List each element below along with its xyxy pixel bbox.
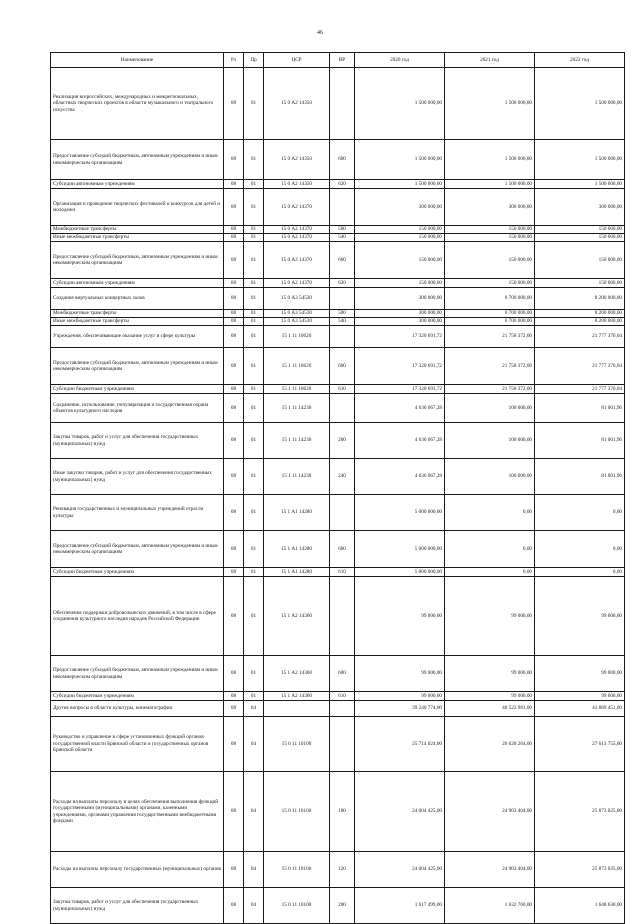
cell-name: Закупка товаров, работ и услуг для обеспечения государственных (муниципальных) нужд — [51, 888, 224, 924]
cell-rz: 08 — [224, 701, 244, 717]
cell-2021: 100 000,00 — [445, 459, 535, 495]
cell-name: Иные межбюджетные трансферты — [51, 234, 224, 242]
cell-name: Закупка товаров, работ и услуг для обеспечения государственных (муниципальных) нужд — [51, 423, 224, 459]
cell-2020: 5 000 000,00 — [355, 568, 445, 577]
cell-rz: 08 — [224, 226, 244, 234]
cell-name: Межбюджетные трансферты — [51, 226, 224, 234]
cell-pr: 01 — [244, 394, 264, 423]
cell-csr: 15 0 11 10100 — [264, 772, 330, 852]
cell-2020: 17 320 691,72 — [355, 348, 445, 385]
cell-vr: 240 — [330, 459, 355, 495]
cell-csr: 15 0 11 10100 — [264, 852, 330, 888]
cell-rz: 08 — [224, 140, 244, 180]
cell-rz: 08 — [224, 692, 244, 701]
table-row — [51, 394, 625, 423]
cell-2021: 24 903 404,00 — [445, 772, 535, 852]
cell-vr: 200 — [330, 423, 355, 459]
cell-2021: 21 758 372,00 — [445, 348, 535, 385]
cell-csr: 15 0 11 10100 — [264, 717, 330, 772]
cell-pr: 04 — [244, 772, 264, 852]
cell-csr: 15 1 11 10620 — [264, 326, 330, 348]
cell-vr — [330, 68, 355, 140]
cell-2021: 150 000,00 — [445, 279, 535, 288]
cell-vr — [330, 189, 355, 226]
header-2022: 2022 год — [535, 53, 625, 68]
table-row — [51, 717, 625, 772]
cell-csr: 15 1 11 14230 — [264, 394, 330, 423]
cell-name: Руководство и управление в сфере установленных функций органов государственной власти Брянской области и государственных органов Брянской области — [51, 717, 224, 772]
cell-csr: 15 1 А2 14360 — [264, 577, 330, 656]
cell-pr: 01 — [244, 189, 264, 226]
cell-csr: 15 0 А2 14350 — [264, 68, 330, 140]
cell-name: Реновация государственных и муниципальных учреждений отрасли культуры — [51, 495, 224, 531]
cell-pr: 01 — [244, 459, 264, 495]
cell-2021: 0,00 — [445, 568, 535, 577]
header-csr: ЦСР — [264, 53, 330, 68]
cell-name: Субсидии автономным учреждениям — [51, 180, 224, 189]
cell-2022: 8 200 000,00 — [535, 288, 625, 310]
cell-name: Субсидии бюджетным учреждениям — [51, 385, 224, 394]
cell-vr: 620 — [330, 180, 355, 189]
cell-name: Организация и проведение творческих фестивалей и конкурсов для детей и молодежи — [51, 189, 224, 226]
cell-pr: 01 — [244, 531, 264, 568]
table-row — [51, 234, 625, 242]
cell-rz: 08 — [224, 234, 244, 242]
cell-pr: 04 — [244, 852, 264, 888]
cell-2022: 1 500 000,00 — [535, 180, 625, 189]
table-row — [51, 279, 625, 288]
cell-csr: 15 1 А2 14360 — [264, 692, 330, 701]
cell-vr — [330, 394, 355, 423]
cell-2021: 21 758 372,00 — [445, 326, 535, 348]
cell-pr: 01 — [244, 68, 264, 140]
cell-csr: 15 1 11 14230 — [264, 423, 330, 459]
cell-name: Предоставление субсидий бюджетным, автономным учреждениям и иным некоммерческим организациям — [51, 531, 224, 568]
cell-vr: 600 — [330, 531, 355, 568]
cell-name: Предоставление субсидий бюджетным, автономным учреждениям и иным некоммерческим организациям — [51, 140, 224, 180]
cell-2021: 100 000,00 — [445, 394, 535, 423]
cell-pr: 01 — [244, 310, 264, 318]
cell-2021: 300 000,00 — [445, 189, 535, 226]
cell-rz: 08 — [224, 423, 244, 459]
cell-name: Создание виртуальных концертных залов — [51, 288, 224, 310]
cell-2020: 4 636 067,28 — [355, 423, 445, 459]
cell-2021: 24 903 404,00 — [445, 852, 535, 888]
cell-2020: 1 500 000,00 — [355, 180, 445, 189]
cell-vr: 540 — [330, 234, 355, 242]
cell-pr: 01 — [244, 326, 264, 348]
table-row — [51, 385, 625, 394]
cell-csr: 15 1 11 10620 — [264, 348, 330, 385]
cell-vr: 600 — [330, 140, 355, 180]
header-2020: 2020 год — [355, 53, 445, 68]
cell-2021: 6 700 000,00 — [445, 310, 535, 318]
cell-2021: 99 000,00 — [445, 692, 535, 701]
cell-2022: 41 889 451,00 — [535, 701, 625, 717]
cell-pr: 01 — [244, 140, 264, 180]
cell-csr: 15 1 А1 14280 — [264, 568, 330, 577]
cell-2022: 81 001,96 — [535, 459, 625, 495]
cell-2021: 0,00 — [445, 495, 535, 531]
cell-2022: 99 000,00 — [535, 577, 625, 656]
table-row — [51, 180, 625, 189]
cell-2020: 300 000,00 — [355, 310, 445, 318]
cell-2020: 39 240 774,00 — [355, 701, 445, 717]
cell-pr: 01 — [244, 568, 264, 577]
cell-vr: 610 — [330, 692, 355, 701]
cell-rz: 08 — [224, 288, 244, 310]
table-row — [51, 692, 625, 701]
cell-2022: 0,00 — [535, 568, 625, 577]
cell-pr: 01 — [244, 385, 264, 394]
cell-pr: 01 — [244, 242, 264, 279]
cell-2020: 1 500 000,00 — [355, 140, 445, 180]
cell-vr — [330, 326, 355, 348]
cell-2020: 150 000,00 — [355, 242, 445, 279]
table-row — [51, 310, 625, 318]
cell-2021: 150 000,00 — [445, 226, 535, 234]
cell-pr: 01 — [244, 288, 264, 310]
table-row — [51, 577, 625, 656]
cell-2022: 1 648 630,00 — [535, 888, 625, 924]
cell-2022: 25 873 025,00 — [535, 852, 625, 888]
cell-rz: 08 — [224, 279, 244, 288]
cell-pr: 01 — [244, 318, 264, 326]
cell-rz: 08 — [224, 531, 244, 568]
cell-2020: 300 000,00 — [355, 189, 445, 226]
cell-vr — [330, 288, 355, 310]
cell-2020: 150 000,00 — [355, 226, 445, 234]
cell-rz: 08 — [224, 180, 244, 189]
table-row — [51, 772, 625, 852]
cell-name: Расходы на выплаты персоналу в целях обеспечения выполнения функций государственными (муниципальными) органами, казенными учреждениями, органами управления государственными внебюджетными фондами — [51, 772, 224, 852]
cell-vr: 600 — [330, 656, 355, 692]
cell-2020: 99 000,00 — [355, 577, 445, 656]
cell-vr — [330, 701, 355, 717]
cell-2021: 0,00 — [445, 531, 535, 568]
cell-name: Предоставление субсидий бюджетным, автономным учреждениям и иным некоммерческим организациям — [51, 242, 224, 279]
cell-2022: 150 000,00 — [535, 234, 625, 242]
cell-2022: 8 200 000,00 — [535, 318, 625, 326]
cell-vr: 540 — [330, 318, 355, 326]
cell-2020: 17 320 691,72 — [355, 326, 445, 348]
cell-2020: 300 000,00 — [355, 318, 445, 326]
cell-2022: 81 001,96 — [535, 394, 625, 423]
header-vr: ВР — [330, 53, 355, 68]
cell-2020: 25 714 024,00 — [355, 717, 445, 772]
cell-2021: 150 000,00 — [445, 242, 535, 279]
cell-2022: 25 873 025,00 — [535, 772, 625, 852]
page-number: 46 — [317, 30, 323, 36]
cell-2022: 21 777 370,04 — [535, 385, 625, 394]
cell-csr: 15 0 А2 14350 — [264, 140, 330, 180]
table-row — [51, 495, 625, 531]
cell-vr — [330, 495, 355, 531]
cell-2022: 27 613 755,00 — [535, 717, 625, 772]
table-row — [51, 348, 625, 385]
table-row — [51, 459, 625, 495]
cell-pr: 01 — [244, 234, 264, 242]
cell-rz: 08 — [224, 656, 244, 692]
cell-vr: 600 — [330, 242, 355, 279]
cell-rz: 08 — [224, 577, 244, 656]
cell-vr: 610 — [330, 385, 355, 394]
cell-pr: 01 — [244, 348, 264, 385]
cell-csr: 15 1 А1 14280 — [264, 495, 330, 531]
cell-2020: 24 004 425,00 — [355, 852, 445, 888]
cell-name: Расходы на выплаты персоналу государственных (муниципальных) органов — [51, 852, 224, 888]
cell-2022: 1 500 000,00 — [535, 140, 625, 180]
table-row — [51, 68, 625, 140]
header-pr: Пр — [244, 53, 264, 68]
cell-pr: 04 — [244, 888, 264, 924]
cell-name: Иные межбюджетные трансферты — [51, 318, 224, 326]
cell-pr: 01 — [244, 656, 264, 692]
cell-rz: 08 — [224, 394, 244, 423]
cell-pr: 01 — [244, 577, 264, 656]
cell-2020: 99 000,00 — [355, 692, 445, 701]
cell-2021: 99 000,00 — [445, 577, 535, 656]
cell-name: Субсидии автономным учреждениям — [51, 279, 224, 288]
cell-rz: 08 — [224, 348, 244, 385]
table-row — [51, 318, 625, 326]
cell-2022: 0,00 — [535, 531, 625, 568]
cell-2022: 99 000,00 — [535, 692, 625, 701]
cell-2021: 6 700 000,00 — [445, 318, 535, 326]
cell-pr: 04 — [244, 701, 264, 717]
table-row — [51, 140, 625, 180]
cell-pr: 01 — [244, 423, 264, 459]
cell-2020: 150 000,00 — [355, 279, 445, 288]
cell-name: Предоставление субсидий бюджетным, автономным учреждениям и иным некоммерческим организациям — [51, 348, 224, 385]
table-row — [51, 531, 625, 568]
cell-csr: 15 1 А2 14360 — [264, 656, 330, 692]
table-row — [51, 423, 625, 459]
cell-pr: 01 — [244, 180, 264, 189]
cell-2022: 150 000,00 — [535, 242, 625, 279]
table-row — [51, 242, 625, 279]
cell-csr: 15 0 А2 14370 — [264, 226, 330, 234]
cell-rz: 08 — [224, 717, 244, 772]
cell-rz: 08 — [224, 568, 244, 577]
cell-rz: 08 — [224, 68, 244, 140]
cell-2022: 1 500 000,00 — [535, 68, 625, 140]
cell-rz: 08 — [224, 310, 244, 318]
cell-rz: 08 — [224, 326, 244, 348]
cell-csr: 15 1 А1 14280 — [264, 531, 330, 568]
cell-2020: 17 320 691,72 — [355, 385, 445, 394]
cell-vr: 610 — [330, 568, 355, 577]
cell-name: Сохранение, использование, популяризация и государственная охрана объектов культурного наследия — [51, 394, 224, 423]
cell-2022: 21 777 370,04 — [535, 348, 625, 385]
table-row — [51, 568, 625, 577]
cell-2020: 1 617 499,00 — [355, 888, 445, 924]
cell-2022: 21 777 370,04 — [535, 326, 625, 348]
cell-2022: 81 001,96 — [535, 423, 625, 459]
cell-name: Учреждения, обеспечивающие оказание услуг в сфере культуры — [51, 326, 224, 348]
cell-rz: 08 — [224, 852, 244, 888]
table-row — [51, 189, 625, 226]
cell-2021: 100 000,00 — [445, 423, 535, 459]
cell-name: Субсидии бюджетным учреждениям — [51, 692, 224, 701]
cell-vr: 200 — [330, 888, 355, 924]
cell-name: Иные закупки товаров, работ и услуг для обеспечения государственных (муниципальных) нужд — [51, 459, 224, 495]
cell-rz: 08 — [224, 495, 244, 531]
cell-rz: 08 — [224, 318, 244, 326]
cell-csr: 15 0 А3 54530 — [264, 288, 330, 310]
header-2021: 2021 год — [445, 53, 535, 68]
cell-name: Субсидии бюджетным учреждениям — [51, 568, 224, 577]
cell-rz: 08 — [224, 189, 244, 226]
cell-csr: 15 0 А2 14370 — [264, 234, 330, 242]
cell-csr: 15 0 А2 14370 — [264, 279, 330, 288]
cell-csr: 15 0 А2 14370 — [264, 242, 330, 279]
cell-name: Предоставление субсидий бюджетным, автономным учреждениям и иным некоммерческим организациям — [51, 656, 224, 692]
cell-vr: 500 — [330, 310, 355, 318]
cell-csr: 15 1 11 10620 — [264, 385, 330, 394]
table-row — [51, 888, 625, 924]
cell-csr: 15 0 А2 14370 — [264, 189, 330, 226]
cell-2020: 5 000 000,00 — [355, 531, 445, 568]
table-row — [51, 656, 625, 692]
header-name: Наименование — [51, 53, 224, 68]
cell-name: Обеспечение поддержки добровольческих движений, в том числе в сфере сохранения культурного наследия народов Российской Федерации — [51, 577, 224, 656]
cell-2021: 150 000,00 — [445, 234, 535, 242]
cell-pr: 01 — [244, 692, 264, 701]
cell-2020: 24 004 425,00 — [355, 772, 445, 852]
table-row — [51, 701, 625, 717]
cell-2020: 300 000,00 — [355, 288, 445, 310]
cell-2022: 300 000,00 — [535, 189, 625, 226]
cell-2021: 40 523 981,00 — [445, 701, 535, 717]
cell-vr — [330, 577, 355, 656]
cell-name: Другие вопросы в области культуры, кинематографии — [51, 701, 224, 717]
budget-table — [50, 52, 625, 924]
cell-vr: 600 — [330, 348, 355, 385]
cell-2021: 6 700 000,00 — [445, 288, 535, 310]
cell-2022: 8 200 000,00 — [535, 310, 625, 318]
cell-pr: 01 — [244, 279, 264, 288]
cell-vr: 120 — [330, 852, 355, 888]
cell-2022: 0,00 — [535, 495, 625, 531]
cell-2020: 4 636 067,28 — [355, 394, 445, 423]
cell-vr: 500 — [330, 226, 355, 234]
cell-pr: 01 — [244, 495, 264, 531]
cell-2022: 150 000,00 — [535, 226, 625, 234]
cell-csr — [264, 701, 330, 717]
cell-csr: 15 0 А2 14350 — [264, 180, 330, 189]
cell-rz: 08 — [224, 242, 244, 279]
cell-rz: 08 — [224, 385, 244, 394]
cell-2021: 21 758 372,00 — [445, 385, 535, 394]
cell-vr: 100 — [330, 772, 355, 852]
cell-name: Межбюджетные трансферты — [51, 310, 224, 318]
header-rz: Рз — [224, 53, 244, 68]
cell-2022: 150 000,00 — [535, 279, 625, 288]
cell-2021: 1 632 760,00 — [445, 888, 535, 924]
cell-rz: 08 — [224, 772, 244, 852]
cell-vr — [330, 717, 355, 772]
cell-csr: 15 0 А3 54530 — [264, 318, 330, 326]
cell-2021: 1 500 000,00 — [445, 140, 535, 180]
table-row — [51, 852, 625, 888]
cell-2020: 5 000 000,00 — [355, 495, 445, 531]
table-row — [51, 288, 625, 310]
cell-2021: 1 500 000,00 — [445, 68, 535, 140]
cell-rz: 08 — [224, 888, 244, 924]
table-row — [51, 326, 625, 348]
cell-2021: 99 000,00 — [445, 656, 535, 692]
cell-2021: 1 500 000,00 — [445, 180, 535, 189]
cell-2020: 4 636 067,28 — [355, 459, 445, 495]
cell-2021: 26 628 264,00 — [445, 717, 535, 772]
cell-name: Реализация всероссийских, международных и межрегиональных, областных творческих проектов в области музыкального и театрального искусства — [51, 68, 224, 140]
cell-csr: 15 1 11 14230 — [264, 459, 330, 495]
table-row — [51, 226, 625, 234]
cell-2022: 99 000,00 — [535, 656, 625, 692]
cell-vr: 620 — [330, 279, 355, 288]
table-header-row — [51, 53, 625, 68]
cell-rz: 08 — [224, 459, 244, 495]
cell-2020: 99 000,00 — [355, 656, 445, 692]
cell-pr: 01 — [244, 226, 264, 234]
cell-2020: 150 000,00 — [355, 234, 445, 242]
cell-2020: 1 500 000,00 — [355, 68, 445, 140]
cell-pr: 04 — [244, 717, 264, 772]
cell-csr: 15 0 11 10100 — [264, 888, 330, 924]
cell-csr: 15 0 А3 54530 — [264, 310, 330, 318]
